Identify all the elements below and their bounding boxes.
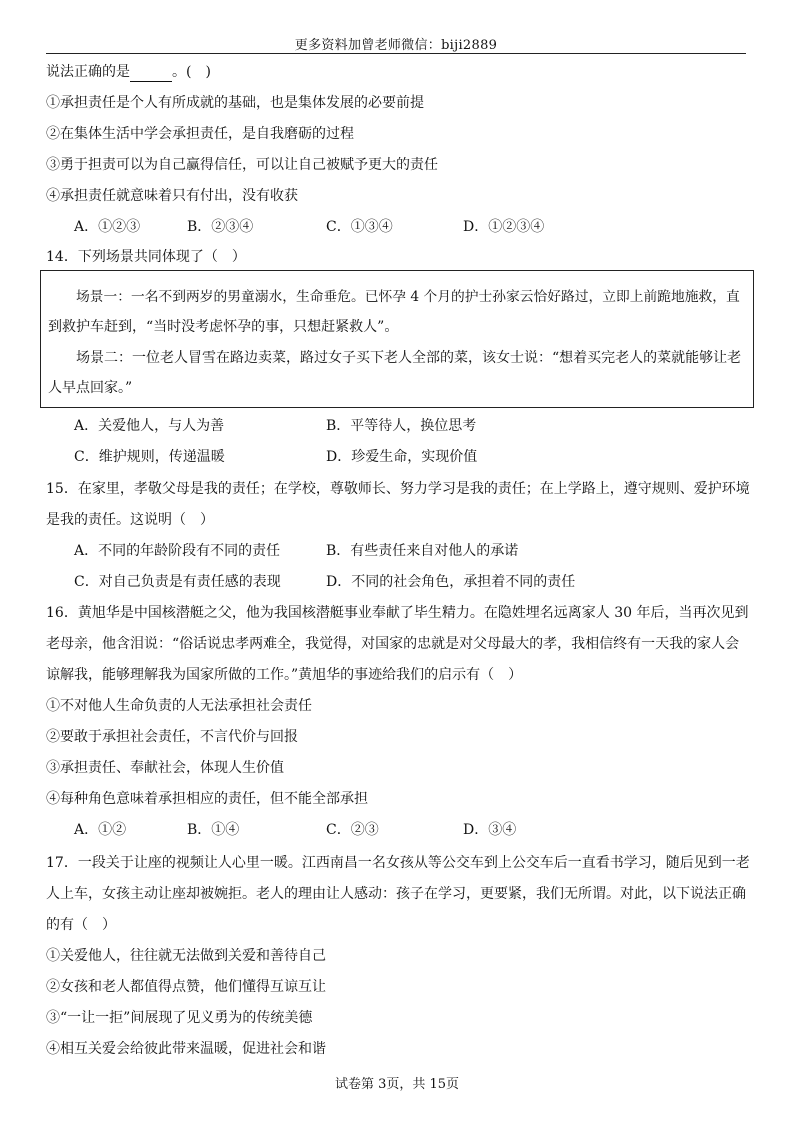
q13-stem-after: 。( ) [172, 64, 211, 80]
q14-option-c[interactable]: C．维护规则，传递温暖 [74, 449, 225, 465]
q16-stem-line: 老母亲，他含泪说：“俗话说忠孝两难全，我觉得，对国家的忠就是对父母最大的孝，我相信终有一天我的家人会 [46, 636, 740, 652]
q15-stem-line: 15．在家里，孝敬父母是我的责任；在学校，尊敬师长、努力学习是我的责任；在上学路上，遵守规则、爱护环境 [46, 481, 750, 497]
q13-option-b[interactable]: B．②③④ [187, 219, 254, 235]
page-header: 更多资料加曾老师微信：biji2889 [294, 38, 498, 53]
q14-option-d[interactable]: D．珍爱生命，实现价值 [326, 449, 478, 465]
q13-option-d[interactable]: D．①②③④ [463, 219, 545, 235]
q16-statement: ①不对他人生命负责的人无法承担社会责任 [46, 698, 312, 714]
q17-stem-line: 人上车，女孩主动让座却被婉拒。老人的理由让人感动：孩子在学习，更要紧，我们无所谓。对此，以下说法正确 [46, 886, 746, 902]
q13-answer-blank [130, 63, 172, 82]
q13-option-c[interactable]: C．①③④ [326, 219, 393, 235]
q16-stem-line: 谅解我，能够理解我为国家所做的工作。”黄旭华的事迹给我们的启示有（ ） [46, 667, 523, 683]
q16-stem-line: 16．黄旭华是中国核潜艇之父，他为我国核潜艇事业奉献了毕生精力。在隐姓埋名远离家人 30 年后，当再次见到 [46, 605, 749, 621]
q16-statement: ③承担责任、奉献社会，体现人生价值 [46, 760, 284, 776]
q13-stem-before: 说法正确的是 [46, 64, 130, 80]
q16-statement: ②要敢于承担社会责任，不言代价与回报 [46, 729, 298, 745]
q16-option-c[interactable]: C．②③ [326, 822, 379, 838]
q15-option-b[interactable]: B．有些责任来自对他人的承诺 [326, 543, 519, 559]
q16-option-b[interactable]: B．①④ [187, 822, 240, 838]
q14-scene-line: 场景一：一名不到两岁的男童溺水，生命垂危。已怀孕 4 个月的护士孙家云恰好路过，立即上前跪地施救，直 [76, 289, 740, 305]
q17-statement: ②女孩和老人都值得点赞，他们懂得互谅互让 [46, 979, 326, 995]
q14-scene-line: 场景二：一位老人冒雪在路边卖菜，路过女子买下老人全部的菜，该女士说：“想着买完老人的菜就能够让老 [76, 350, 742, 366]
q15-option-d[interactable]: D．不同的社会角色，承担着不同的责任 [326, 574, 576, 590]
q13-statement: ①承担责任是个人有所成就的基础，也是集体发展的必要前提 [46, 95, 424, 111]
q16-statement: ④每种角色意味着承担相应的责任，但不能全部承担 [46, 791, 368, 807]
header-divider [46, 53, 746, 54]
q15-option-a[interactable]: A．不同的年龄阶段有不同的责任 [74, 543, 281, 559]
q14-scene-line: 人早点回家。” [48, 380, 133, 396]
q15-stem-line: 是我的责任。这说明（ ） [46, 512, 214, 528]
q14-scene-line: 到救护车赶到，“当时没考虑怀孕的事，只想赶紧救人”。 [48, 319, 399, 335]
q14-stem: 14．下列场景共同体现了（ ） [46, 249, 246, 265]
q17-statement: ③“一让一拒”间展现了见义勇为的传统美德 [46, 1010, 313, 1026]
q15-option-c[interactable]: C．对自己负责是有责任感的表现 [74, 574, 281, 590]
q17-stem-line: 17．一段关于让座的视频让人心里一暖。江西南昌一名女孩从等公交车到上公交车后一直看书学习，随后见到一老 [46, 855, 750, 871]
q14-option-a[interactable]: A．关爱他人，与人为善 [74, 418, 225, 434]
page-footer: 试卷第 3页，共 15页 [334, 1077, 460, 1092]
q13-stem-tail [46, 63, 211, 82]
q16-option-d[interactable]: D．③④ [463, 822, 517, 838]
q13-option-a[interactable]: A．①②③ [74, 219, 141, 235]
q13-statement: ②在集体生活中学会承担责任，是自我磨砺的过程 [46, 126, 354, 142]
q16-option-a[interactable]: A．①② [74, 822, 127, 838]
q14-option-b[interactable]: B．平等待人，换位思考 [326, 418, 477, 434]
q13-statement: ④承担责任就意味着只有付出，没有收获 [46, 188, 298, 204]
q17-statement: ①关爱他人，往往就无法做到关爱和善待自己 [46, 948, 326, 964]
q17-stem-line: 的有（ ） [46, 917, 116, 933]
q13-statement: ③勇于担责可以为自己赢得信任，可以让自己被赋予更大的责任 [46, 157, 438, 173]
q17-statement: ④相互关爱会给彼此带来温暖，促进社会和谐 [46, 1041, 326, 1057]
